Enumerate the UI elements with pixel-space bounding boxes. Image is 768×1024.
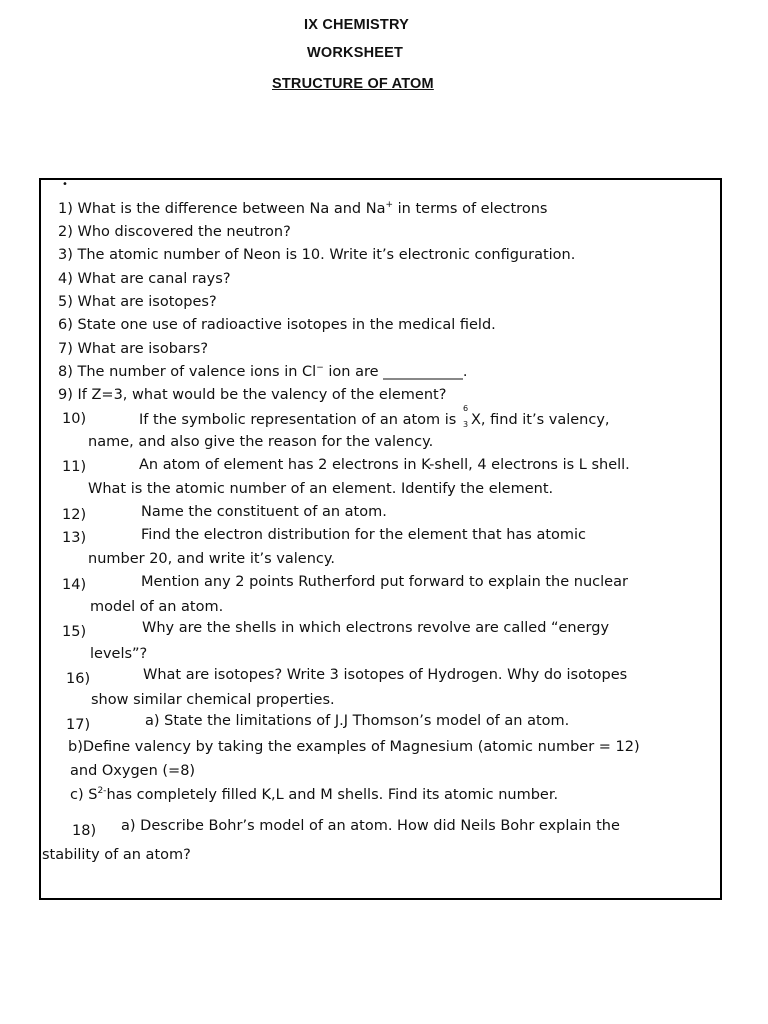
question-text-cont: X, find it’s valency, [470,412,610,428]
question-15-line2: levels”? [90,646,148,662]
question-text-cont: ion are ___________. [323,364,468,380]
isotope-notation [461,404,471,429]
question-4 [58,270,231,288]
question-18-number: 18) [72,823,97,839]
mass-number: 6 [462,404,469,413]
question-8 [58,363,468,381]
question-13: Find the electron distribution for the element that has atomic [141,527,587,543]
question-number: 8) [58,364,73,380]
question-text: State one use of radioactive isotopes in the medical field. [77,317,496,333]
question-text: The atomic number of Neon is 10. Write it’s electronic configuration. [77,247,576,263]
question-10-number: 10) [62,411,87,427]
question-5 [58,293,217,311]
question-16-number: 16) [66,671,91,687]
question-number: 2) [58,224,73,240]
question-13-number: 13) [62,530,87,546]
question-6 [58,316,496,334]
question-text: What are canal rays? [77,271,231,287]
question-number: 4) [58,271,73,287]
question-10-line2: name, and also give the reason for the valency. [88,434,434,450]
worksheet-topic-title: STRUCTURE OF ATOM [272,76,434,92]
question-14-line2: model of an atom. [90,599,224,615]
question-number: 1) [58,201,73,217]
question-11-line2: What is the atomic number of an element. Identify the element. [88,481,554,497]
question-14-number: 14) [62,577,87,593]
question-18: a) Describe Bohr’s model of an atom. How did Neils Bohr explain the [121,818,620,834]
question-text: What is the difference between Na and Na [77,201,386,217]
question-9 [58,386,446,404]
question-text-cont: has completely filled K,L and M shells. Find its atomic number. [106,787,559,803]
question-number: 7) [58,341,73,357]
question-text: The number of valence ions in Cl [77,364,317,380]
question-16-line2: show similar chemical properties. [91,692,335,708]
question-2 [58,223,291,241]
question-14: Mention any 2 points Rutherford put forward to explain the nuclear [141,574,628,590]
question-17c [70,786,558,804]
question-text: If the symbolic representation of an atom is [139,412,461,428]
question-12-number: 12) [62,507,87,523]
question-number: 9) [58,387,73,403]
question-text: What are isobars? [77,341,209,357]
atomic-number: 3 [462,420,469,429]
question-17a: a) State the limitations of J.J Thomson’s model of an atom. [145,713,570,729]
question-15: Why are the shells in which electrons revolve are called “energy [142,620,610,636]
question-text: What are isotopes? [77,294,217,310]
worksheet-label: WORKSHEET [307,45,404,61]
superscript: 2- [97,786,107,797]
question-13-line2: number 20, and write it’s valency. [88,551,336,567]
question-18-line2: stability of an atom? [42,847,191,863]
question-15-number: 15) [62,624,87,640]
question-text: Who discovered the neutron? [77,224,291,240]
question-11-number: 11) [62,459,87,475]
question-number: 6) [58,317,73,333]
question-1 [58,200,547,218]
worksheet-class-title: IX CHEMISTRY [304,17,409,33]
question-16: What are isotopes? Write 3 isotopes of Hydrogen. Why do isotopes [143,667,628,683]
question-number: 5) [58,294,73,310]
question-11: An atom of element has 2 electrons in K-shell, 4 electrons is L shell. [139,457,630,473]
question-12: Name the constituent of an atom. [141,504,387,520]
question-17b: b)Define valency by taking the examples of Magnesium (atomic number = 12) [68,739,640,755]
question-text: If Z=3, what would be the valency of the element? [77,387,447,403]
question-17-number: 17) [66,717,91,733]
question-3 [58,246,575,264]
question-text-cont: in terms of electrons [393,201,548,217]
question-text: c) S [70,787,98,803]
question-17b-line2: and Oxygen (=8) [70,763,196,779]
superscript: + [385,200,394,211]
question-7 [58,340,208,358]
question-10 [139,404,610,429]
box-mark: • [62,179,68,190]
question-number: 3) [58,247,73,263]
superscript: − [316,363,324,374]
